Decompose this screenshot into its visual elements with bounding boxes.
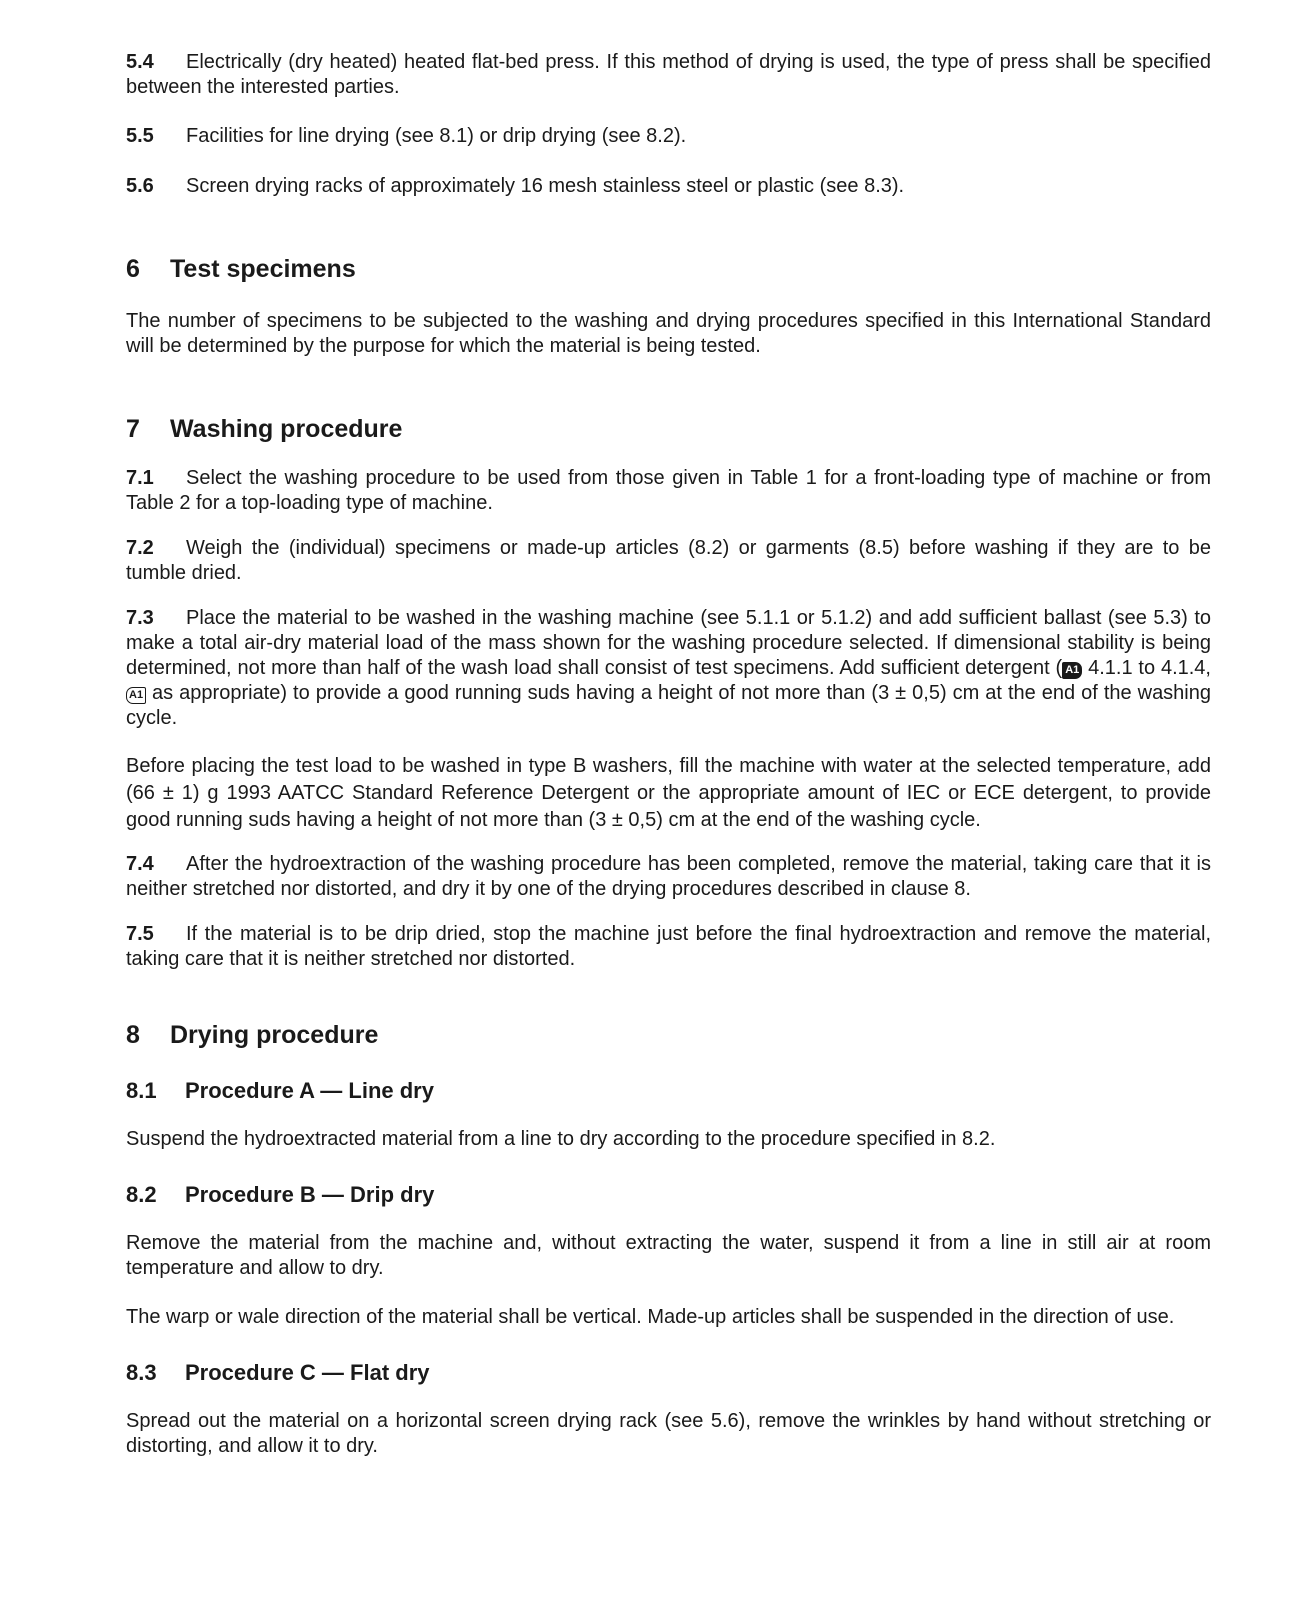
subsection-8-1-heading <box>126 1077 1211 1105</box>
section-title: Test specimens <box>170 255 356 283</box>
section-number: 6 <box>126 255 140 283</box>
amendment-start-marker: A1 <box>1062 662 1082 679</box>
clause-number: 5.4 <box>126 51 154 73</box>
subsection-8-1-text: Suspend the hydroextracted material from a line to dry according to the procedure specified in 8.2. <box>126 1128 996 1150</box>
clause-number: 7.4 <box>126 853 154 875</box>
clause-text-before: Place the material to be washed in the washing machine (see 5.1.1 or 5.1.2) and add sufficient ballast (see 5.3) to make a total air-dry material load of the mass shown for the washing procedure selected. If dimensional stability is being determined, not more than half of the wash load shall consist of test specimens. Add sufficient detergent ( <box>126 607 1211 679</box>
section-6-heading <box>126 254 1211 284</box>
subsection-title: Procedure C — Flat dry <box>185 1360 430 1385</box>
amendment-end-marker: A1 <box>126 687 146 704</box>
section-6-text: The number of specimens to be subjected to the washing and drying procedures specified in this International Standard will be determined by the purpose for which the material is being tested. <box>126 310 1211 357</box>
clause-text: Electrically (dry heated) heated flat-bed press. If this method of drying is used, the type of press shall be specified between the interested parties. <box>126 51 1211 98</box>
clause-text: If the material is to be drip dried, stop the machine just before the final hydroextraction and remove the material, taking care that it is neither stretched nor distorted. <box>126 923 1211 970</box>
clause-number: 7.1 <box>126 467 154 489</box>
section-title: Drying procedure <box>170 1021 379 1049</box>
section-8-heading <box>126 1020 1211 1050</box>
clause-text: After the hydroextraction of the washing procedure has been completed, remove the material, taking care that it is neither stretched nor distorted, and dry it by one of the drying procedures described in clause 8. <box>126 853 1211 900</box>
subsection-8-3-text: Spread out the material on a horizontal screen drying rack (see 5.6), remove the wrinkles by hand without stretching or distorting, and allow it to dry. <box>126 1410 1211 1457</box>
subsection-8-2-text-1: Remove the material from the machine and, without extracting the water, suspend it from a line in still air at room temperature and allow to dry. <box>126 1232 1211 1279</box>
subsection-8-2-text-2: The warp or wale direction of the material shall be vertical. Made-up articles shall be suspended in the direction of use. <box>126 1306 1175 1328</box>
clause-7-2 <box>126 536 1211 586</box>
subsection-title: Procedure B — Drip dry <box>185 1182 435 1207</box>
amendment-text: 4.1.1 to 4.1.4, <box>1082 657 1211 679</box>
clause-number: 7.5 <box>126 923 154 945</box>
clause-7-3 <box>126 606 1211 731</box>
clause-text: Facilities for line drying (see 8.1) or drip drying (see 8.2). <box>186 125 687 147</box>
subsection-number: 8.2 <box>126 1182 157 1207</box>
subsection-title: Procedure A — Line dry <box>185 1078 434 1103</box>
clause-number: 5.6 <box>126 175 154 197</box>
subsection-8-3-heading <box>126 1359 1211 1387</box>
clause-number: 7.3 <box>126 607 154 629</box>
subsection-number: 8.3 <box>126 1360 157 1385</box>
clause-5-4 <box>126 50 1211 100</box>
clause-7-3-note: Before placing the test load to be washed in type B washers, fill the machine with water at the selected temperature, add (66 ± 1) g 1993 AATCC Standard Reference Detergent or the appropriate amount of IEC or ECE detergent, to provide good running suds having a height of not more than (3 ± 0,5) cm at the end of the washing cycle. <box>126 755 1211 831</box>
clause-7-4 <box>126 852 1211 902</box>
subsection-number: 8.1 <box>126 1078 157 1103</box>
clause-number: 5.5 <box>126 125 154 147</box>
clause-text: Select the washing procedure to be used from those given in Table 1 for a front-loading type of machine or from Table 2 for a top-loading type of machine. <box>126 467 1211 514</box>
clause-text-after: as appropriate) to provide a good running suds having a height of not more than (3 ± 0,5) cm at the end of the washing cycle. <box>126 682 1211 729</box>
section-number: 8 <box>126 1021 140 1049</box>
clause-7-1 <box>126 466 1211 516</box>
clause-5-6 <box>126 174 1211 199</box>
clause-number: 7.2 <box>126 537 154 559</box>
document-page <box>126 50 1211 1459</box>
section-7-heading <box>126 414 1211 444</box>
section-number: 7 <box>126 415 140 443</box>
section-title: Washing procedure <box>170 415 403 443</box>
clause-text: Weigh the (individual) specimens or made-up articles (8.2) or garments (8.5) before washing if they are to be tumble dried. <box>126 537 1211 584</box>
subsection-8-2-heading <box>126 1181 1211 1209</box>
clause-text: Screen drying racks of approximately 16 mesh stainless steel or plastic (see 8.3). <box>186 175 905 197</box>
clause-5-5 <box>126 124 1211 149</box>
clause-7-5 <box>126 922 1211 972</box>
